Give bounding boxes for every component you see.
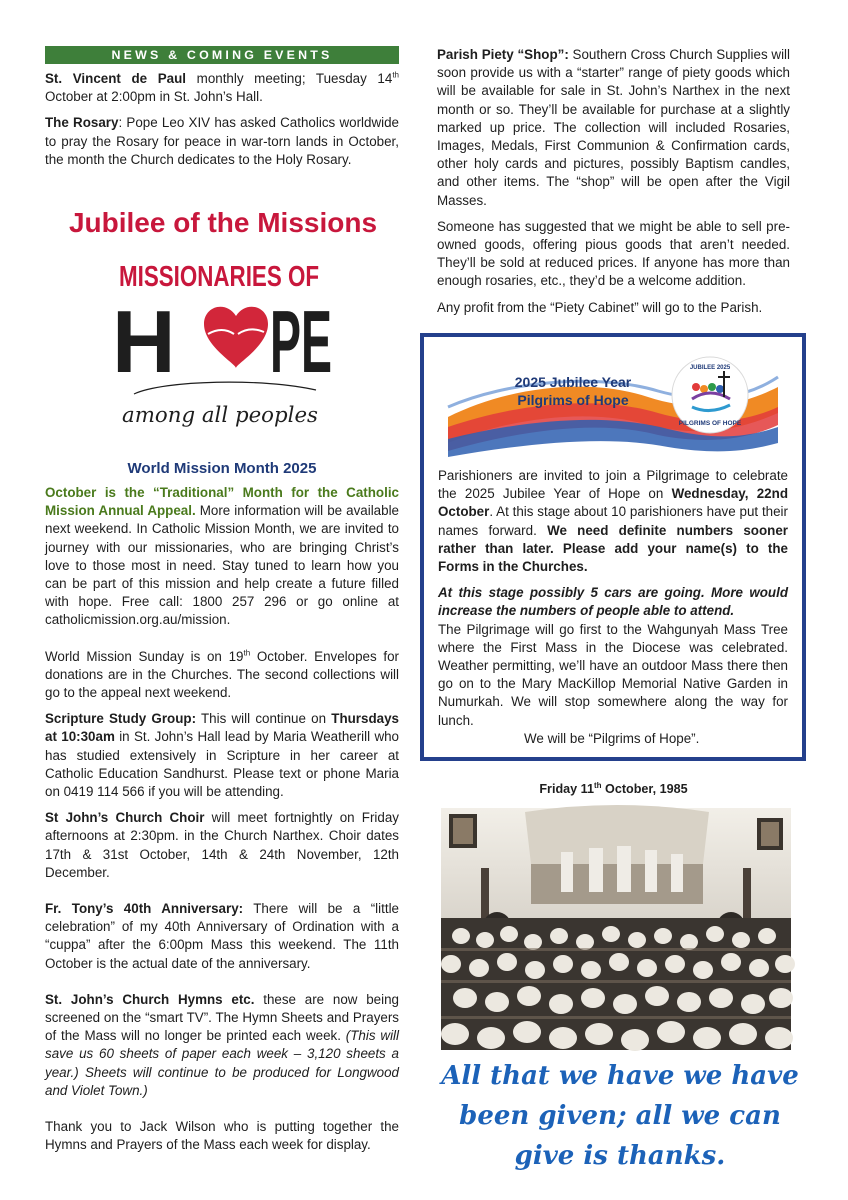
banner-line1: 2025 Jubilee Year xyxy=(514,374,632,390)
heart-icon xyxy=(204,307,268,368)
left-column xyxy=(45,46,399,169)
pilgrimage-box xyxy=(420,333,806,761)
pilgrimage-intro: Parishioners are invited to join a Pilgrimage to celebrate the 2025 Jubilee Year of Hope on Wednesday, 22nd October. At this stage about 10 parishioners have put their names forward. We need definite numbers sooner rather than later. Please add your name(s) to the Forms in the Churches. xyxy=(438,468,788,575)
logo-h: H xyxy=(112,292,176,391)
missionaries-of-hope-logo xyxy=(104,256,334,442)
svdp-title: St. Vincent de Paul xyxy=(45,71,187,86)
scripture-paragraph: Scripture Study Group: This will continue on Thursdays at 10:30am in St. John’s Hall lead by Maria Weatherill who has studied extensively in Scripture in her career at Catholic Education Sandhurst. Please text or phone Maria on 0419 114 566 if you will be attending. xyxy=(45,711,400,800)
wmm-green-text: October is the “Traditional” Month for the Catholic Mission Annual Appeal. xyxy=(45,485,399,519)
hymns-title: St. John’s Church Hymns etc. xyxy=(45,991,255,1007)
news-banner: NEWS & COMING EVENTS xyxy=(45,46,399,64)
world-mission-title: World Mission Month 2025 xyxy=(127,460,317,477)
banner-line2: Pilgrims of Hope xyxy=(517,392,629,408)
route-paragraph: The Pilgrimage will go first to the Wahgunyah Mass Tree where the First Mass in the Diocese was celebrated. Weather permitting, we’ll have an outdoor Mass there then go on to the Mary MacKillop Memorial Native Garden in Numurkah. We will stop somewhere along the way for lunch. xyxy=(438,621,788,728)
logo-script: among all peoples xyxy=(122,403,319,427)
left-column-lower xyxy=(45,484,399,1155)
banner-logo-top: JUBILEE 2025 xyxy=(689,365,731,371)
preowned-paragraph: Someone has suggested that we might be able to sell pre-owned goods, offering pious goods that aren’t needed. They’ll be sold at reduced prices. If anyone has more than enough rosaries, etc., they’d be a welcome addition. xyxy=(437,218,790,289)
svdp-paragraph: St. Vincent de Paul monthly meeting; Tuesday 14th October at 2:00pm in St. John’s Hall. xyxy=(45,70,399,105)
mission-sunday-paragraph: World Mission Sunday is on 19th October. Envelopes for donations are in the Churches. The second collections will go to the appeal next weekend. xyxy=(45,648,399,701)
jubilee-banner xyxy=(448,347,778,457)
profit-paragraph: Any profit from the “Piety Cabinet” will go to the Parish. xyxy=(437,299,763,315)
church-celebration-photo xyxy=(441,808,791,1050)
choir-paragraph: St John’s Church Choir will meet fortnightly on Friday afternoons at 2:30pm. in the Church Narthex. Choir dates 17th & 31st October, 14th & 24th November, 12th December. xyxy=(45,810,399,880)
jubilee-title: Jubilee of the Missions xyxy=(68,207,378,238)
anniversary-paragraph: Fr. Tony’s 40th Anniversary: There will be a “little celebration” of my 40th Anniversary of Ordination with a “cuppa” after the 6:00pm Mass this weekend. The 11th October is the actual date of the anniversary. xyxy=(45,901,399,971)
right-column xyxy=(437,46,790,317)
shop-paragraph: Parish Piety “Shop”: Southern Cross Church Supplies will soon provide us with a “starter” range of piety goods which will be available for sale in St. John’s Narthex in the next month or so. They’ll be available for purchase at a slightly marked up price. The collection will included Rosaries, Images, Medals, First Communion & Confirmation cards, other holy cards and pictures, possibly Baptism candles, and other items. The “shop” will be open after the Vigil Masses. xyxy=(437,47,791,208)
closing-quote: All that we have we have been given; all we can give is thanks. xyxy=(441,1061,799,1171)
wmm-paragraph: October is the “Traditional” Month for the Catholic Mission Annual Appeal. More information will be available next weekend. In Catholic Mission Month, we are invited to journey with our missionaries, who are bringing Christ’s love to those most in need. Stay tuned to learn how you can be part of this mission and help create a future filled with hope. Free call: 1800 257 296 or go online at catholicmission.org.au/mission. xyxy=(45,485,399,628)
scripture-title: Scripture Study Group: xyxy=(45,711,197,727)
rosary-paragraph: The Rosary: Pope Leo XIV has asked Catholics worldwide to pray the Rosary for peace in war-torn lands in October, the month the Church dedicates to the Holy Rosary. xyxy=(45,115,399,167)
logo-pe: PE xyxy=(270,292,332,391)
banner-logo-bottom: PILGRIMS OF HOPE xyxy=(678,420,742,427)
thanks-jack-paragraph: Thank you to Jack Wilson who is putting together the Hymns and Prayers of the Mass each week for display. xyxy=(45,1119,399,1153)
anniversary-title: Fr. Tony’s 40th Anniversary: xyxy=(45,901,244,917)
hymns-paragraph: St. John’s Church Hymns etc. these are now being screened on the “smart TV”. The Hymn Sheets and Prayers of the Mass will no longer be printed each week. (This will save us 60 sheets of paper each week – 3,120 sheets a year.) Sheets will continue to be produced for Longwood and Violet Town.) xyxy=(45,991,399,1098)
pilgrims-of-hope-line: We will be “Pilgrims of Hope”. xyxy=(524,730,700,746)
shop-title: Parish Piety “Shop”: xyxy=(437,47,569,62)
logo-line1: MISSIONARIES OF xyxy=(119,261,319,293)
cars-paragraph: At this stage possibly 5 cars are going. More would increase the numbers of people able to attend. xyxy=(438,585,788,619)
rosary-title: The Rosary xyxy=(45,115,119,131)
choir-title: St John’s Church Choir xyxy=(45,810,205,826)
pilgrimage-text xyxy=(438,467,788,748)
photo-caption: Friday 11th October, 1985 xyxy=(539,780,688,796)
